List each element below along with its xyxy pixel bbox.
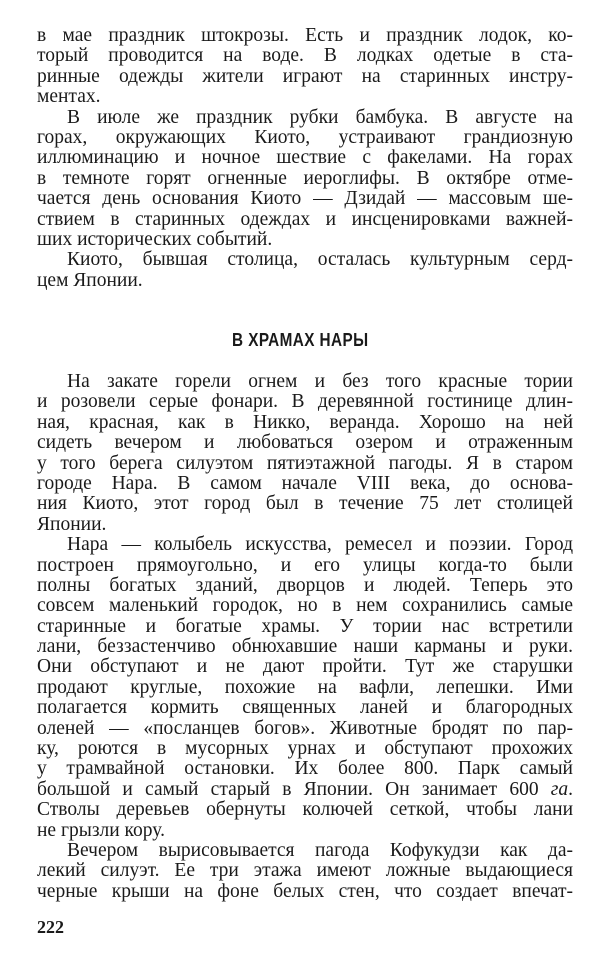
- text-section-main: [37, 372, 573, 902]
- paragraph: [37, 26, 573, 108]
- text-line: Вечером вырисовывается пагода Кофукудзи как да-: [67, 840, 573, 861]
- text-line: чается день основания Киото — Дзидай — массовым ше-: [37, 189, 573, 210]
- text-section-top: [37, 26, 573, 291]
- text-line: полагается кормить священных ланей и благородных: [37, 698, 573, 719]
- text-line: ших исторических событий.: [37, 229, 273, 250]
- text-line: торый проводится на воде. В лодках одетые в ста-: [37, 46, 573, 67]
- text-line: городе Нара. В самом начале VIII века, до основа-: [37, 473, 573, 494]
- paragraph: [37, 250, 573, 291]
- text-line: цем Японии.: [37, 270, 143, 291]
- text-line: иллюминацию и ночное шествие с факелами. На горах: [37, 148, 573, 169]
- text-line: совсем маленький городок, но в нем сохранились самые: [37, 596, 573, 617]
- text-line: построен прямоугольно, и его улицы когда-то были: [37, 555, 573, 576]
- section-heading: [0, 330, 600, 351]
- text-line: На закате горели огнем и без того красные тории: [67, 372, 573, 392]
- paragraph: [37, 108, 573, 251]
- text-line: не грызли кору.: [37, 820, 165, 841]
- text-line: Нара — колыбель искусства, ремесел и поэзии. Город: [67, 535, 573, 556]
- unit-hectare: га: [550, 779, 569, 800]
- text-line: ринные одежды жители играют на старинных инстру-: [37, 66, 573, 87]
- text-line: у трамвайной остановки. Их более 800. Парк самый: [37, 759, 573, 780]
- text-line: Киото, бывшая столица, осталась культурным серд-: [67, 250, 573, 271]
- text-line: Они обступают и не дают пройти. Тут же старушки: [37, 657, 573, 678]
- text-line: горах, окружающих Киото, устраивают грандиозную: [37, 127, 573, 148]
- text-line: ку, роются в мусорных урнах и обступают прохожих: [37, 739, 573, 760]
- text-line: полны богатых зданий, дворцов и людей. Теперь это: [37, 575, 573, 596]
- text-line: лани, беззастенчиво обнюхавшие наши карманы и руки.: [37, 637, 573, 658]
- page-number: 222: [37, 917, 64, 937]
- text-line: В июле же праздник рубки бамбука. В августе на: [67, 107, 573, 128]
- text-line: в темноте горят огненные иероглифы. В октябре отме-: [37, 168, 573, 189]
- text-line: сидеть вечером и любоваться озером и отраженным: [37, 433, 573, 454]
- text-line: большой и самый старый в Японии. Он занимает 600 га.: [37, 779, 573, 800]
- section-heading-text: В ХРАМАХ НАРЫ: [231, 330, 369, 350]
- text-line: ния Киото, этот город был в течение 75 лет столицей: [37, 494, 573, 515]
- text-line: продают круглые, похожие на вафли, лепешки. Ими: [37, 677, 573, 698]
- text-line: ствием в старинных одеждах и инсценировками важней-: [37, 209, 573, 230]
- text-line: у того берега силуэтом пятиэтажной пагоды. Я в старом: [37, 453, 573, 474]
- paragraph: [37, 535, 573, 841]
- text-line: ная, красная, как в Никко, веранда. Хорошо на ней: [37, 412, 573, 433]
- paragraph: [37, 372, 573, 535]
- text-line: оленей — «посланцев богов». Животные бродят по пар-: [37, 718, 573, 739]
- text-line: лекий силуэт. Ее три этажа имеют ложные выдающиеся: [37, 861, 573, 882]
- text-line: в мае праздник штокрозы. Есть и праздник лодок, ко-: [37, 26, 573, 46]
- text-line: и розовели серые фонари. В деревянной гостинице длин-: [37, 392, 573, 413]
- text-line: Японии.: [37, 514, 107, 535]
- paragraph: [37, 841, 573, 902]
- text-line: Стволы деревьев обернуты колючей сеткой, чтобы лани: [37, 800, 573, 821]
- text-line: старинные и богатые храмы. У тории нас встретили: [37, 616, 573, 637]
- text-line: ментах.: [37, 87, 101, 108]
- text-line: черные крыши на фоне белых стен, что создает впечат-: [37, 881, 573, 902]
